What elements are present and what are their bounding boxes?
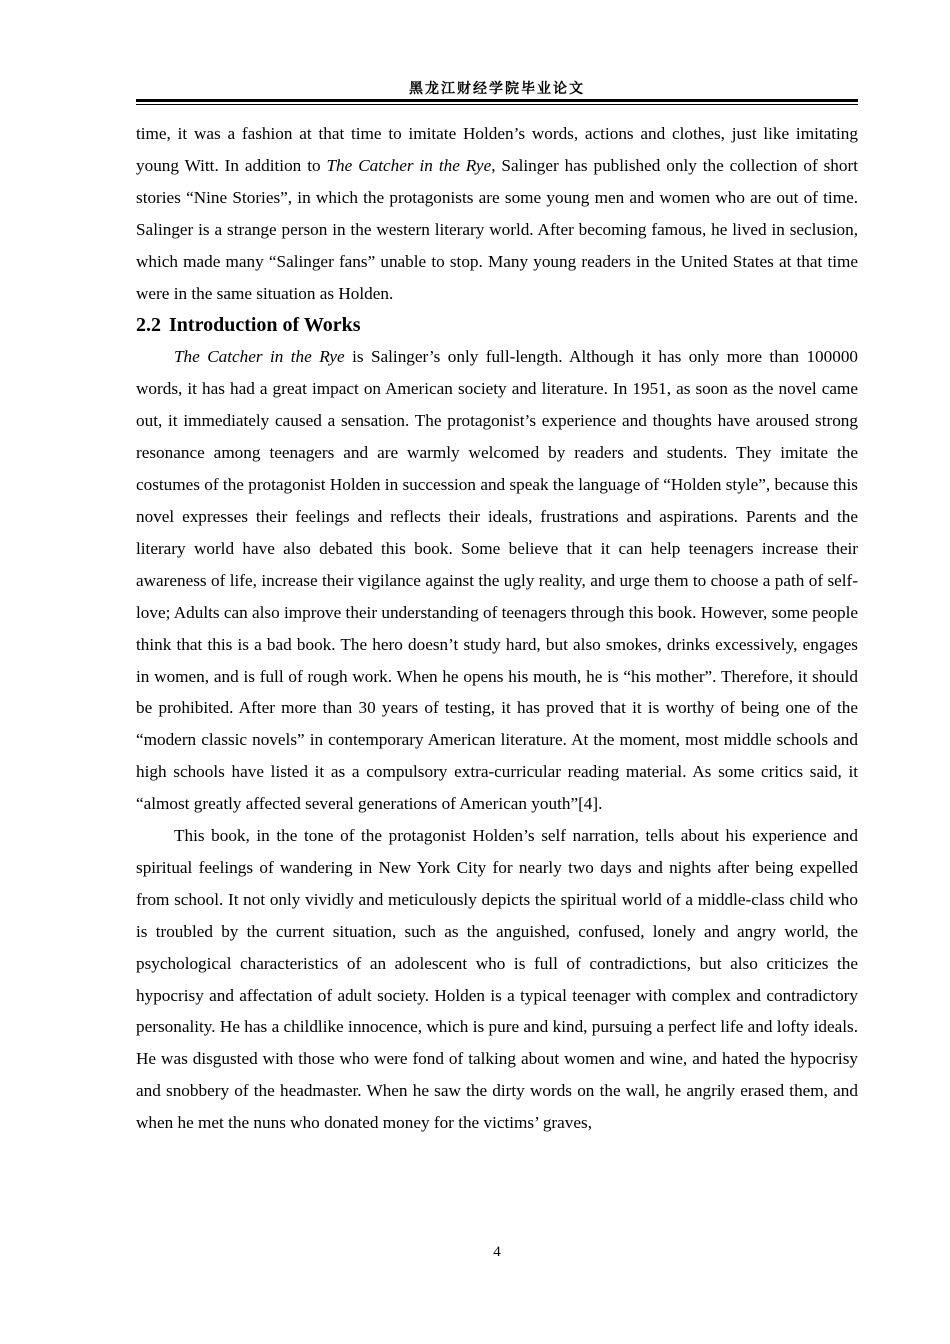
section-number: 2.2 bbox=[136, 314, 161, 337]
paragraph-text: is Salinger’s only full-length. Although it has only more than 100000 words, it has had a great impact on American society and literature. In 1951, as soon as the novel came out, it immediately caused a sensation. The protagonist’s experience and thoughts have aroused strong resonance among teenagers and are warmly welcomed by readers and students. They imitate the costumes of the protagonist Holden in succession and speak the language of “Holden style”, because this novel expresses their feelings and reflects their ideals, frustrations and aspirations. Parents and the literary world have also debated this book. Some believe that it can help teenagers increase their awareness of life, increase their vigilance against the ugly reality, and urge them to choose a path of self-love; Adults can also improve their understanding of teenagers through this book. However, some people think that this is a bad book. The hero doesn’t study hard, but also smokes, drinks excessively, engages in women, and is full of rough work. When he opens his mouth, he is “his mother”. Therefore, it should be prohibited. After more than 30 years of testing, it has proved that it is worthy of being one of the “modern classic novels” in contemporary American literature. At the moment, most middle schools and high schools have listed it as a compulsory extra-curricular reading material. As some critics said, it “almost greatly affected several generations of American youth”[4]. bbox=[136, 347, 859, 814]
paragraph-continuation bbox=[136, 118, 858, 309]
header-rule-thick bbox=[136, 99, 858, 102]
page-header-title: 黑龙江财经学院毕业论文 bbox=[409, 81, 585, 97]
paragraph-text: time, it was a fashion at that time to imitate Holden’s words, actions and clothes, just like imitating young Witt. In addition to bbox=[136, 124, 858, 175]
page-number: 4 bbox=[493, 1244, 501, 1260]
paragraph-text: , Salinger has published only the collection of short stories “Nine Stories”, in which the protagonists are some young men and women who are out of time. Salinger is a strange person in the western literary world. After becoming famous, he lived in seclusion, which made many “Salinger fans” unable to stop. Many young readers in the United States at that time were in the same situation as Holden. bbox=[136, 155, 858, 303]
section-heading bbox=[136, 309, 858, 341]
paragraph-synopsis bbox=[136, 820, 858, 1139]
paragraph-introduction bbox=[136, 341, 858, 820]
book-title: The Catcher in the Rye bbox=[174, 347, 345, 367]
paragraph-text: This book, in the tone of the protagonist Holden’s self narration, tells about his experience and spiritual feelings of wandering in New York City for nearly two days and nights after being expelled from school. It not only vividly and meticulously depicts the spiritual world of a middle-class child who is troubled by the current situation, such as the anguished, confused, lonely and angry world, the psychological characteristics of an adolescent who is full of contradictions, but also criticizes the hypocrisy and affectation of adult society. Holden is a typical teenager with complex and contradictory personality. He has a childlike innocence, which is pure and kind, pursuing a perfect life and lofty ideals. He was disgusted with those who were fond of talking about women and wine, and hated the hypocrisy and snobbery of the headmaster. When he saw the dirty words on the wall, he angrily erased them, and when he met the nuns who donated money for the victims’ graves, bbox=[136, 826, 858, 1133]
document-body bbox=[136, 118, 858, 1139]
book-title: The Catcher in the Rye bbox=[326, 155, 492, 175]
header-rule-thin bbox=[136, 104, 858, 105]
section-title: Introduction of Works bbox=[169, 314, 361, 337]
